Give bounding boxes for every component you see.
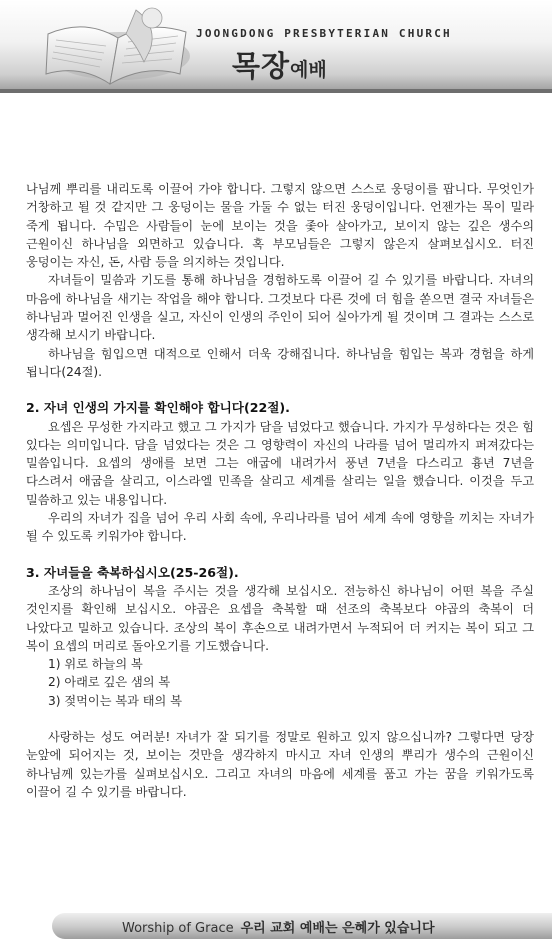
open-bible-image — [40, 4, 190, 90]
page-title-main: 목장 — [232, 49, 291, 83]
paragraph: 하나님을 힘입으면 대적으로 인해서 더욱 강해집니다. 하나님을 힘입는 복과 경험을 하게 됩니다(24절). — [26, 346, 534, 379]
church-name-en: JOONGDONG PRESBYTERIAN CHURCH — [196, 27, 452, 40]
paragraph: 사랑하는 성도 여러분! 자녀가 잘 되기를 정말로 원하고 있지 않으십니까? 그렇다면 당장 눈앞에 되어지는 것, 보이는 것만을 생각하지 마시고 자녀 인생의 뿌리가 생수의 근원이신 하나님께 있는가를 실펴보십시오. 그리고 자녀의 마음에 세계를 품고 가는 꿈을 키워가도록 이끌어 길 수 있기를 바랍니다. — [26, 730, 534, 799]
paragraph: 요셉은 무성한 가지라고 했고 그 가지가 담을 넘었다고 했습니다. 가지가 무성하다는 것은 힘 있다는 의미입니다. 담을 넘었다는 것은 그 영향력이 자신의 나라를 넘어 멀리까지 퍼져갔다는 밀씀입니다. 요셉의 생애를 보면 그는 애굽에 내려가서 풍년 7년을 다스리고 흉년 7년을 다스려서 애굽을 살리고, 이스라엘 민족을 살리고 세계를 살리는 일을 했습니다. 이것을 두고 밀씀하고 있는 내용입니다. — [26, 419, 534, 507]
paragraph: 나님께 뿌리를 내리도록 이끌어 가야 합니다. 그렇지 않으면 스스로 웅덩이를 팝니다. 무엇인가 거창하고 될 것 같지만 그 웅덩이는 물을 가둘 수 없는 터진 웅덩이입니다. 언젠가는 목이 밀라 죽게 됩니다. 수밉은 사람들이 눈에 보이는 것을 좇아 살아가고, 보이지 않는 깊은 생수의 근원이신 하나님을 외면하고 있습니다. 혹 부모님들은 그렇지 않은지 살펴보십시오. 터진 웅덩이는 자신, 돈, 사람 등을 의지하는 것입니다. — [26, 182, 534, 270]
list-item: 3) 젖먹이는 복과 태의 복 — [48, 693, 182, 708]
paragraph: 조상의 하나님이 복을 주시는 것을 생각해 보십시오. 전능하신 하나님이 어떤 복을 주실 것인지를 확인해 보십시오. 야곱은 요셉을 축복할 때 선조의 축복보다 야곱의 축복이 더 나았다고 밀하고 있습니다. 조상의 복이 후손으로 내려가면서 누적되어 더 커지는 복이 되고 그 복이 요셉의 머리로 돌아오기를 기도했습니다. — [26, 583, 534, 653]
header-bottom-edge — [0, 89, 552, 93]
footer-en: Worship of Grace — [122, 921, 234, 936]
header-banner — [0, 0, 552, 93]
section-heading: 2. 자녀 인생의 가지를 확인해야 합니다(22절). — [26, 400, 290, 416]
footer-ko: 우리 교회 예배는 은혜가 있습니다 — [240, 921, 435, 936]
paragraph: 자녀들이 밀씀과 기도를 통해 하나님을 경험하도록 이끌어 길 수 있기를 바랍니다. 자녀의 마음에 하나님을 새기는 작업을 해야 합니다. 그것보다 다른 것에 더 힘을 쏟으면 결국 자녀들은 하나님과 멀어진 인생을 실고, 자신이 인생의 주인이 되어 실아가게 될 것이며 그 결과는 스스로 생각해 보시기 바랍니다. — [26, 273, 534, 343]
footer-banner — [52, 913, 552, 939]
list-item: 1) 위로 하늘의 복 — [48, 657, 143, 672]
page-title-sub: 예배 — [290, 59, 327, 81]
list-item: 2) 아래로 깊은 샘의 복 — [48, 675, 171, 690]
page-title — [232, 44, 327, 85]
article-body — [26, 180, 534, 801]
blessing-list — [26, 655, 534, 710]
section-heading: 3. 자녀들을 축복하십시오(25-26절). — [26, 564, 239, 580]
footer-text — [122, 917, 435, 936]
paragraph: 우리의 자녀가 집을 넘어 우리 사회 속에, 우리나라를 넘어 세계 속에 영향을 끼치는 자녀가 될 수 있도록 키워가야 합니다. — [26, 511, 534, 544]
